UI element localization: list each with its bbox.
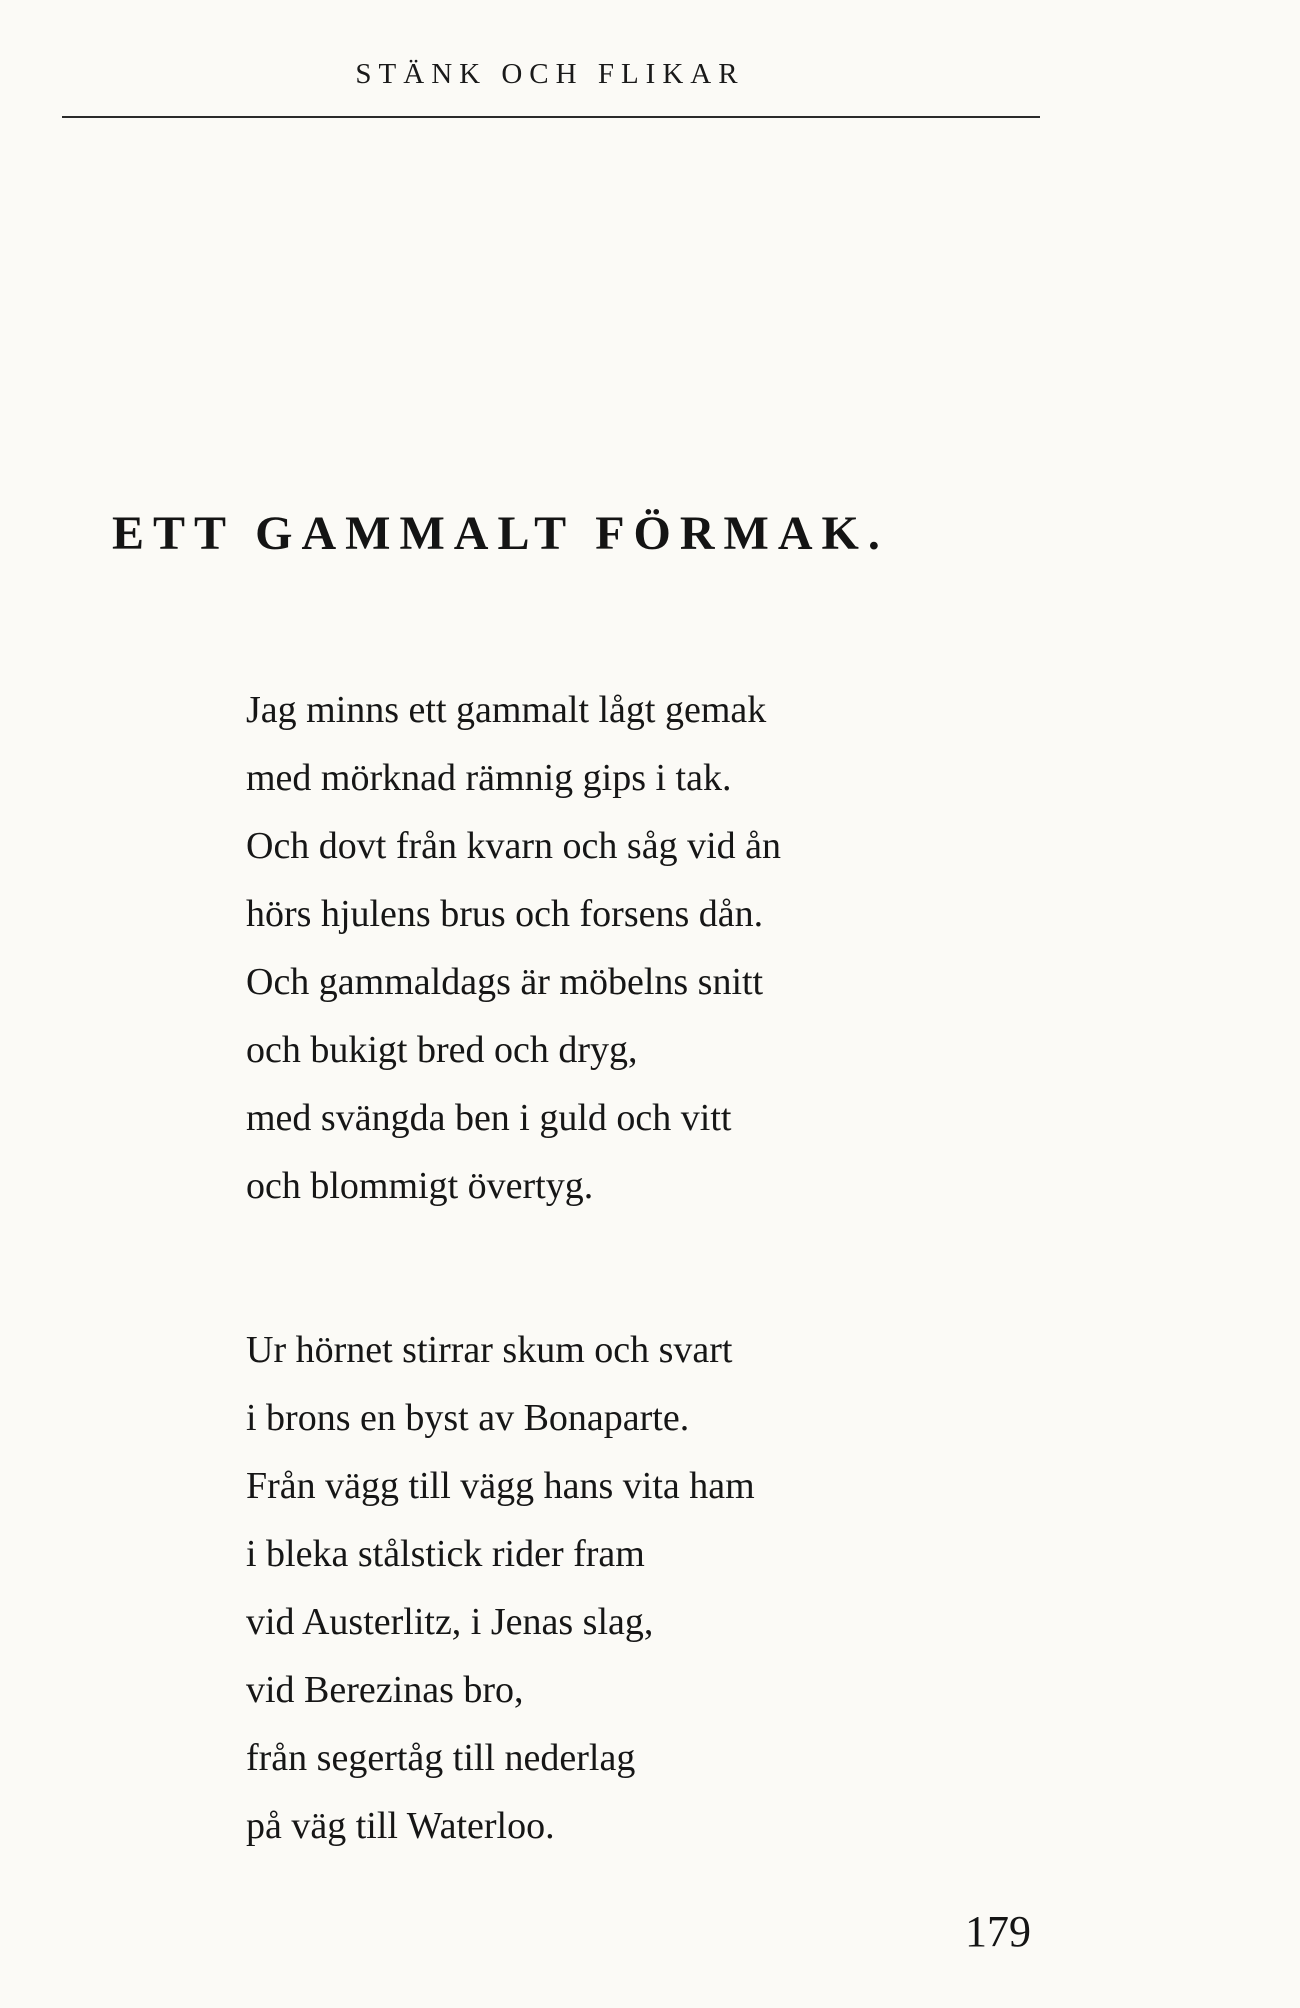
poem-line: i bleka stålstick rider fram [246, 1533, 645, 1575]
poem-line: från segertåg till nederlag [246, 1737, 636, 1779]
poem-line: vid Austerlitz, i Jenas slag, [246, 1601, 654, 1643]
poem-line: med svängda ben i guld och vitt [246, 1097, 732, 1139]
poem-line: med mörknad rämnig gips i tak. [246, 757, 732, 799]
poem-line: och bukigt bred och dryg, [246, 1029, 638, 1071]
poem-line: Och gammaldags är möbelns snitt [246, 961, 764, 1003]
page-number: 179 [965, 1907, 1031, 1956]
poem-line: hörs hjulens brus och forsens dån. [246, 893, 764, 935]
poem-line: på väg till Waterloo. [246, 1805, 555, 1847]
stanza-2 [246, 1316, 755, 1860]
running-head: STÄNK OCH FLIKAR [355, 58, 745, 90]
poem-line: Från vägg till vägg hans vita ham [246, 1465, 755, 1507]
poem-line: Och dovt från kvarn och såg vid ån [246, 825, 782, 867]
poem-title: ETT GAMMALT FÖRMAK. [112, 507, 889, 560]
poem-line: i brons en byst av Bonaparte. [246, 1397, 690, 1439]
stanza-1 [246, 676, 781, 1220]
header-rule [62, 116, 1040, 118]
poem-line: och blommigt övertyg. [246, 1165, 594, 1207]
poem-line: Ur hörnet stirrar skum och svart [246, 1329, 733, 1371]
poem-line: vid Berezinas bro, [246, 1669, 524, 1711]
poem-line: Jag minns ett gammalt lågt gemak [246, 689, 767, 731]
